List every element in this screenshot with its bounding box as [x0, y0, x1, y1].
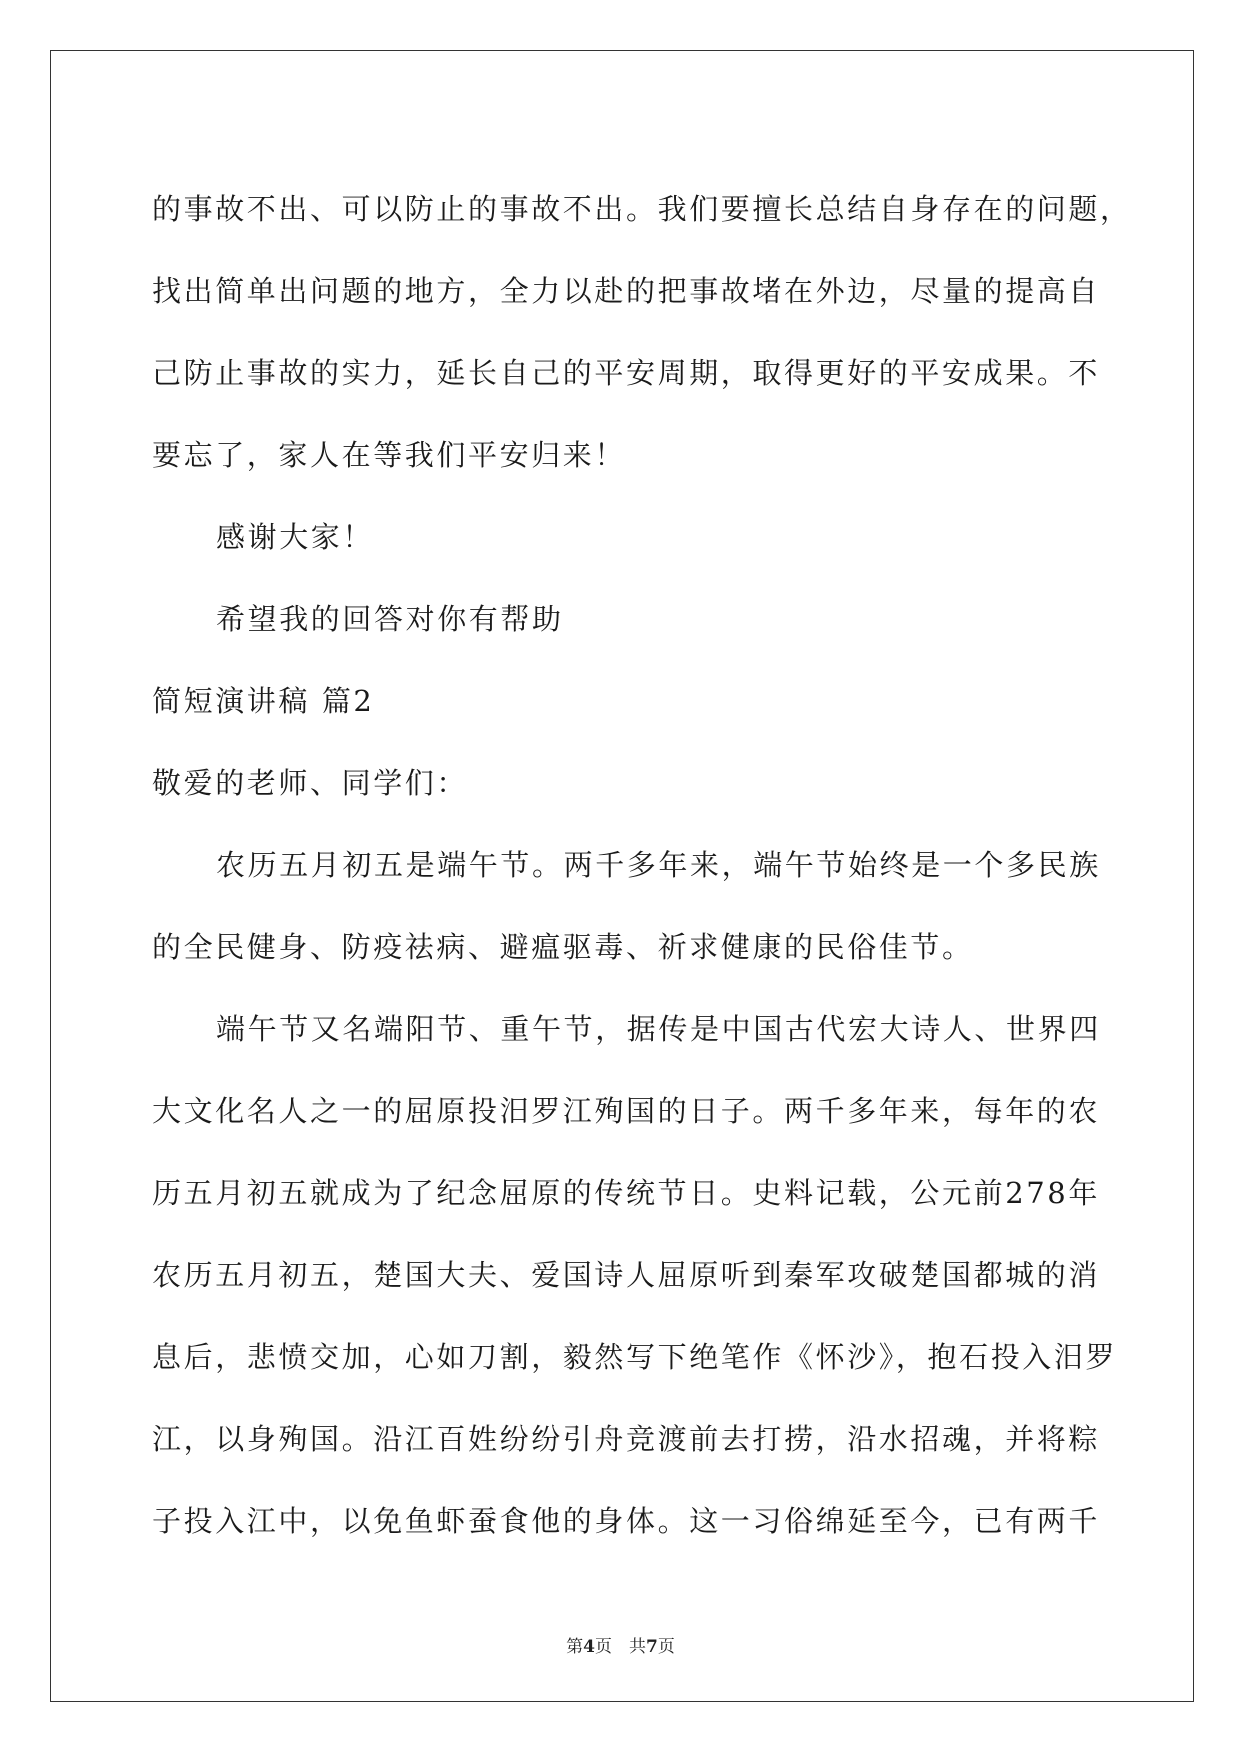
page-footer [0, 1632, 1241, 1657]
text-line: 子投入江中，以免鱼虾蚕食他的身体。这一习俗绵延至今，已有两千 [152, 1504, 1101, 1538]
text-line: 端午节又名端阳节、重午节，据传是中国古代宏大诗人、世界四 [216, 1012, 1101, 1046]
text-line: 农历五月初五，楚国大夫、爱国诗人屈原听到秦军攻破楚国都城的消 [152, 1258, 1101, 1292]
text-line: 感谢大家！ [216, 520, 375, 554]
text-line: 希望我的回答对你有帮助 [216, 602, 564, 636]
text-line: 息后，悲愤交加，心如刀割，毅然写下绝笔作《怀沙》，抱石投入汨罗 [152, 1340, 1118, 1374]
page-suffix: 页 [657, 1637, 675, 1657]
section-heading: 简短演讲稿 篇2 [152, 684, 375, 718]
page-mid: 页 共 [595, 1637, 646, 1657]
text-line: 农历五月初五是端午节。两千多年来，端午节始终是一个多民族 [216, 848, 1101, 882]
text-line: 历五月初五就成为了纪念屈原的传统节日。史料记载，公元前278年 [152, 1176, 1100, 1210]
document-body [152, 168, 1132, 1562]
text-line: 要忘了，家人在等我们平安归来！ [152, 438, 627, 472]
text-line: 找出简单出问题的地方，全力以赴的把事故堵在外边，尽量的提高自 [152, 274, 1101, 308]
salutation: 敬爱的老师、同学们： [152, 766, 469, 800]
text-line: 己防止事故的实力，延长自己的平安周期，取得更好的平安成果。不 [152, 356, 1101, 390]
page-prefix: 第 [566, 1637, 584, 1657]
text-line: 的全民健身、防疫祛病、避瘟驱毒、祈求健康的民俗佳节。 [152, 930, 974, 964]
total-page-number: 7 [646, 1637, 658, 1657]
current-page-number: 4 [583, 1637, 595, 1657]
text-line: 大文化名人之一的屈原投汨罗江殉国的日子。两千多年来，每年的农 [152, 1094, 1101, 1128]
text-line: 江，以身殉国。沿江百姓纷纷引舟竞渡前去打捞，沿水招魂，并将粽 [152, 1422, 1101, 1456]
text-line: 的事故不出、可以防止的事故不出。我们要擅长总结自身存在的问题， [152, 192, 1132, 226]
